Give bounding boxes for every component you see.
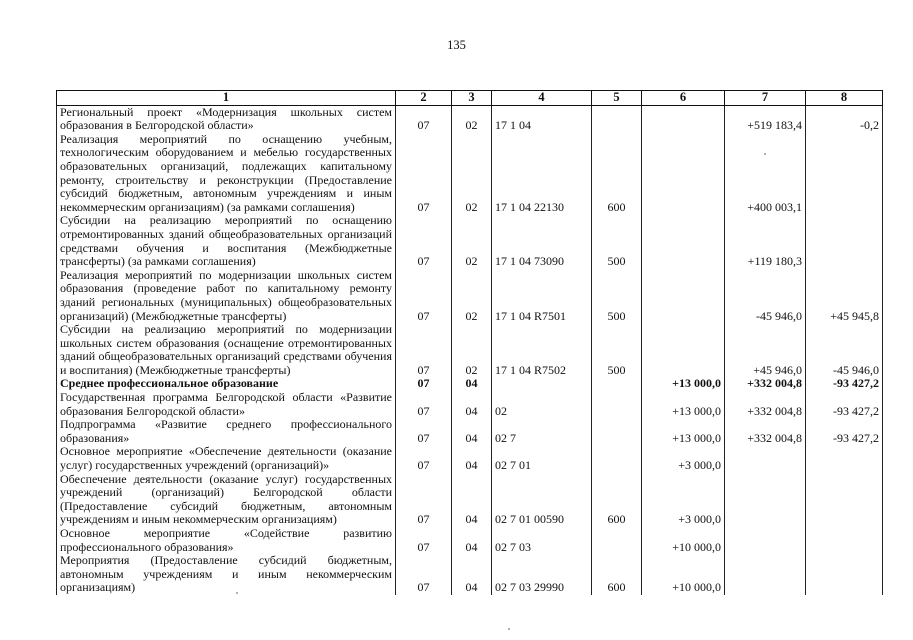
table-row [57,418,883,445]
table-row [57,105,883,133]
table-row [57,133,883,215]
target-article-code: 02 7 01 [492,445,592,472]
amount-col-8: -45 946,0 [806,323,883,377]
target-article-code: 02 [492,391,592,418]
expense-type-code [592,391,642,418]
amount-col-6: +10 000,0 [642,527,725,554]
table-row [57,445,883,472]
header-cell: 7 [725,91,806,106]
header-cell: 2 [396,91,452,106]
section-code: 07 [396,473,452,527]
expense-type-code [592,377,642,391]
row-name: Государственная программа Белгородской области «Развитие образования Белгородской области» [57,391,396,418]
row-name: Обеспечение деятельности (оказание услуг) государственных учреждений (организаций) Белгородской области (Предоставление субсидий бюджетным, автономным учреждениям и иным некоммерческим организациям) [57,473,396,527]
table-row [57,554,883,595]
scan-speck [764,153,766,155]
page-number: 135 [447,38,466,52]
amount-col-8: -93 427,2 [806,418,883,445]
table-body [57,105,883,595]
amount-col-7: +332 004,8 [725,418,806,445]
target-article-code [492,377,592,391]
amount-col-7 [725,445,806,472]
header-row [57,91,883,106]
table-row [57,377,883,391]
subsection-code: 04 [452,554,492,595]
row-name: Основное мероприятие «Обеспечение деятельности (оказание услуг) государственных учреждений (организаций)» [57,445,396,472]
table-row [57,323,883,377]
header-cell: 6 [642,91,725,106]
expense-type-code: 500 [592,214,642,268]
amount-col-7: -45 946,0 [725,269,806,323]
target-article-code: 17 1 04 73090 [492,214,592,268]
target-article-code: 02 7 03 [492,527,592,554]
amount-col-8: -93 427,2 [806,377,883,391]
amount-col-7: +45 946,0 [725,323,806,377]
expense-type-code: 500 [592,269,642,323]
header-cell: 1 [57,91,396,106]
subsection-code: 02 [452,105,492,133]
row-name: Среднее профессиональное образование [57,377,396,391]
table-row [57,391,883,418]
amount-col-6 [642,105,725,133]
section-code: 07 [396,391,452,418]
scan-speck [508,628,510,630]
amount-col-8 [806,554,883,595]
target-article-code: 17 1 04 R7502 [492,323,592,377]
header-cell: 3 [452,91,492,106]
section-code: 07 [396,527,452,554]
subsection-code: 04 [452,445,492,472]
amount-col-7: +332 004,8 [725,391,806,418]
expense-type-code: 600 [592,133,642,215]
target-article-code: 17 1 04 [492,105,592,133]
amount-col-8: +45 945,8 [806,269,883,323]
amount-col-7: +519 183,4 [725,105,806,133]
subsection-code: 04 [452,418,492,445]
section-code: 07 [396,105,452,133]
row-name: Субсидии на реализацию мероприятий по оснащению отремонтированных зданий общеобразовательных организаций средствами обучения и воспитания (Межбюджетные трансферты) (за рамками соглашения) [57,214,396,268]
budget-table [56,90,883,595]
amount-col-8 [806,527,883,554]
row-name: Подпрограмма «Развитие среднего профессионального образования» [57,418,396,445]
row-name: Реализация мероприятий по оснащению учебным, технологическим оборудованием и мебелью государственных образовательных организаций, подлежащих капитальному ремонту, строительству и реконструкции (Предоставление субсидий бюджетным, автономным учреждениям и иным некоммерческим организациям) (за рамками соглашения) [57,133,396,215]
amount-col-6: +3 000,0 [642,473,725,527]
header-cell: 4 [492,91,592,106]
section-code: 07 [396,133,452,215]
expense-type-code: 600 [592,554,642,595]
amount-col-7 [725,527,806,554]
amount-col-7: +119 180,3 [725,214,806,268]
amount-col-8 [806,445,883,472]
amount-col-7 [725,473,806,527]
amount-col-6 [642,133,725,215]
row-name: Основное мероприятие «Содействие развитию профессионального образования» [57,527,396,554]
target-article-code: 17 1 04 R7501 [492,269,592,323]
target-article-code: 17 1 04 22130 [492,133,592,215]
row-name: Региональный проект «Модернизация школьных систем образования в Белгородской области» [57,105,396,133]
section-code: 07 [396,269,452,323]
amount-col-6: +3 000,0 [642,445,725,472]
expense-type-code: 600 [592,473,642,527]
subsection-code: 02 [452,214,492,268]
amount-col-6: +13 000,0 [642,418,725,445]
scan-speck [236,592,238,594]
table-row [57,473,883,527]
header-cell: 5 [592,91,642,106]
section-code: 07 [396,445,452,472]
expense-type-code [592,445,642,472]
expense-type-code [592,527,642,554]
row-name: Реализация мероприятий по модернизации школьных систем образования (проведение работ по капитальному ремонту зданий региональных (муниципальных) общеобразовательных организаций) (Межбюджетные трансферты) [57,269,396,323]
expense-type-code [592,105,642,133]
amount-col-7 [725,554,806,595]
target-article-code: 02 7 03 29990 [492,554,592,595]
subsection-code: 04 [452,527,492,554]
target-article-code: 02 7 [492,418,592,445]
table-row [57,527,883,554]
subsection-code: 04 [452,391,492,418]
section-code: 07 [396,554,452,595]
expense-type-code: 500 [592,323,642,377]
subsection-code: 02 [452,133,492,215]
amount-col-6: +10 000,0 [642,554,725,595]
amount-col-8: -0,2 [806,105,883,133]
amount-col-8: -93 427,2 [806,391,883,418]
amount-col-7: +332 004,8 [725,377,806,391]
target-article-code: 02 7 01 00590 [492,473,592,527]
section-code: 07 [396,377,452,391]
table-row [57,269,883,323]
amount-col-6 [642,269,725,323]
amount-col-6: +13 000,0 [642,391,725,418]
row-name: Мероприятия (Предоставление субсидий бюджетным, автономным учреждениям и иным некоммерческим организациям) [57,554,396,595]
section-code: 07 [396,323,452,377]
amount-col-8 [806,473,883,527]
section-code: 07 [396,418,452,445]
amount-col-6 [642,214,725,268]
header-cell: 8 [806,91,883,106]
amount-col-8 [806,214,883,268]
table-row [57,214,883,268]
subsection-code: 04 [452,473,492,527]
amount-col-6: +13 000,0 [642,377,725,391]
expense-type-code [592,418,642,445]
amount-col-8 [806,133,883,215]
subsection-code: 02 [452,323,492,377]
amount-col-6 [642,323,725,377]
section-code: 07 [396,214,452,268]
subsection-code: 02 [452,269,492,323]
row-name: Субсидии на реализацию мероприятий по модернизации школьных систем образования (оснащение отремонтированных зданий общеобразовательных организаций средствами обучения и воспитания) (Межбюджетные трансферты) [57,323,396,377]
amount-col-7: +400 003,1 [725,133,806,215]
subsection-code: 04 [452,377,492,391]
